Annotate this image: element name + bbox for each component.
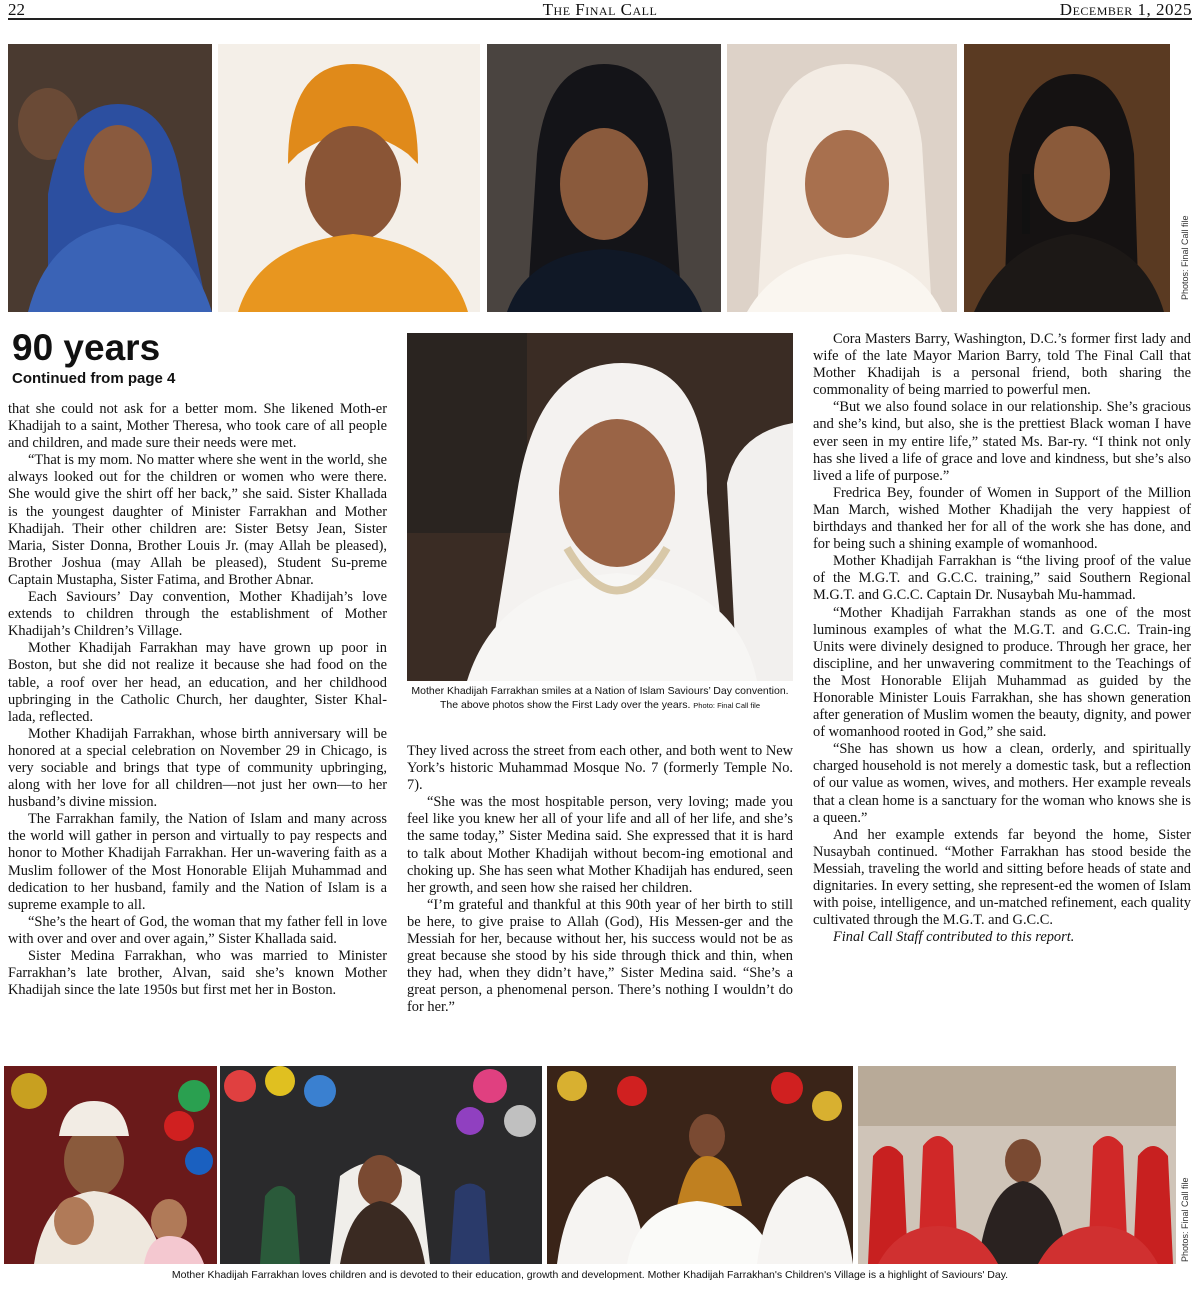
top-photo-2 — [218, 44, 480, 312]
page-number: 22 — [8, 0, 25, 19]
paragraph: “But we also found solace in our relationship. She’s gracious and she’s kind, but also, she is the prettiest Black woman I have ever seen in my entire life,” stated Ms. Bar-ry. “I think not only has she lived a life of grace and love and kindness, but she’s also lived a life of purpose.” — [813, 399, 1191, 484]
caption-text: Mother Khadijah Farrakhan smiles at a Nation of Islam Saviours’ Day convention. The above photos show the First Lady over the years. — [411, 685, 789, 711]
paragraph: Cora Masters Barry, Washington, D.C.’s former first lady and wife of the late Mayor Marion Barry, told The Final Call that Mother Khadijah is a personal friend, both sharing the commonality of being married to powerful men. — [813, 331, 1191, 399]
top-photo-3 — [487, 44, 721, 312]
top-photo-1 — [8, 44, 212, 312]
paragraph: And her example extends far beyond the home, Sister Nusaybah continued. “Mother Farrakhan has stood beside the Messiah, traveling the world and sitting before heads of state and dignitaries. In every setting, she represent-ed the women of Islam with poise, intelligence, and un-matched refinement, each quality cultivated through the M.G.T. and G.C.C. — [813, 826, 1191, 929]
bottom-photo-3 — [547, 1066, 853, 1264]
top-photo-5 — [964, 44, 1170, 312]
article-column-1 — [8, 401, 387, 999]
paragraph: that she could not ask for a better mom. She likened Moth-er Khadijah to a saint, Mother Theresa, who took care of all people and children, and made sure their needs were met. — [8, 401, 387, 452]
paragraph: Mother Khadijah Farrakhan is “the living proof of the value of the M.G.T. and G.C.C. training,” said Southern Regional M.G.T. and G.C.C. Captain Dr. Nusaybah Mu-hammad. — [813, 553, 1191, 604]
center-photo-caption — [407, 684, 793, 713]
paragraph: Each Saviours’ Day convention, Mother Khadijah’s love extends to children through the establishment of Mother Khadijah’s Children’s Village. — [8, 589, 387, 640]
paragraph: “She has shown us how a clean, orderly, and spiritually charged household is not merely a domestic task, but a reflection of our value as women, wives, and mothers. Her example reveals that a clean home is a sanctuary for the woman who knows she is a queen.” — [813, 741, 1191, 826]
bottom-photo-2 — [220, 1066, 542, 1264]
bottom-photos-caption: Mother Khadijah Farrakhan loves children and is devoted to their education, growth and development. Mother Khadijah Farrakhan's Children's Village is a highlight of Saviours' Day. — [171, 1269, 1009, 1281]
center-photo — [407, 333, 793, 681]
headline: 90 years — [12, 327, 161, 368]
issue-date: December 1, 2025 — [1059, 0, 1192, 19]
paragraph: “That is my mom. No matter where she went in the world, she always looked out for the children or women who were there. She would give the shirt off her back,” she said. Sister Khallada is the youngest daughter of Minister Farrakhan and Mother Khadijah. Their other children are: Sister Betsy Jean, Sister Maria, Sister Donna, Brother Louis Jr. (may Allah be pleased), Brother Joshua (may Allah be pleased), Student Su-preme Captain Mustapha, Sister Fatima, and Brother Abnar. — [8, 452, 387, 588]
article-column-2 — [407, 743, 793, 1017]
paragraph: “She was the most hospitable person, very loving; made you feel like you knew her all of your life and all of her life, and she’s the same today,” Sister Medina said. She expressed that it is hard to talk about Mother Khadijah without becom-ing emotional and choking up. She has seen what Mother Khadijah has endured, seen her growth, and seen how she raised her children. — [407, 794, 793, 896]
paragraph: Mother Khadijah Farrakhan may have grown up poor in Boston, but she did not realize it because she had food on the table, a roof over her head, an education, and her childhood upbringing in the Catholic Church, her daughter, Sister Khal-lada, reflected. — [8, 640, 387, 725]
paragraph: Fredrica Bey, founder of Women in Support of the Million Man March, wished Mother Khadijah the very happiest of birthdays and thanked her for all of the work she has done, and for being such a shining example of womanhood. — [813, 484, 1191, 553]
article-column-3 — [813, 331, 1191, 946]
top-photos-credit: Photos: Final Call file — [1180, 215, 1190, 300]
photo-credit: Photo: Final Call file — [693, 701, 760, 710]
paragraph: “Mother Khadijah Farrakhan stands as one of the most luminous examples of what the M.G.T. and G.C.C. Train-ing Units were divinely designed to produce. Through her grace, her discipline, and her unwavering commitment to the Teachings of the Most Honorable Elijah Muhammad as guided by the Honorable Minister Louis Farrakhan, she has shown generation after generation of Muslim women the beauty, dignity, and power of womanhood rooted in God,” she said. — [813, 604, 1191, 741]
paragraph: “I’m grateful and thankful at this 90th year of her birth to still be here, to give praise to Allah (God), His Messen-ger and the Messiah for her, because without her, his success would not be as great because she stood by his side through thick and thin, when they had, when they didn’t have,” Sister Medina said. “She’s a great person, a phenomenal person. There’s nothing I wouldn’t do for her.” — [407, 896, 793, 1016]
paragraph: The Farrakhan family, the Nation of Islam and many across the world will gather in person and virtually to pay respects and honor to Mother Khadijah Farrakhan. Her un-wavering faith as a Muslim follower of the Most Honorable Elijah Muhammad and dedication to her husband, family and the Nation of Islam is a supreme example to all. — [8, 811, 387, 913]
top-photo-4 — [727, 44, 957, 312]
bottom-photos-credit: Photos: Final Call file — [1180, 1177, 1190, 1262]
bottom-photo-4 — [858, 1066, 1176, 1264]
publication-name: The Final Call — [542, 0, 658, 19]
paragraph: Mother Khadijah Farrakhan, whose birth anniversary will be honored at a special celebration on November 29 in Chicago, is very sociable and brings that type of community upbringing, along with her love for all children—not just her own—to her husband’s divine mission. — [8, 725, 387, 811]
staff-note: Final Call Staff contributed to this report. — [833, 929, 1075, 946]
bottom-photo-1 — [4, 1066, 217, 1264]
paragraph: “She’s the heart of God, the woman that my father fell in love with over and over and over again,” Sister Khallada said. — [8, 913, 387, 947]
paragraph: Sister Medina Farrakhan, who was married to Minister Farrakhan’s late brother, Alvan, said she’s known Mother Khadijah since the late 1950s but first met her in Boston. — [8, 948, 387, 999]
continued-from: Continued from page 4 — [12, 370, 176, 387]
paragraph: They lived across the street from each other, and both went to New York’s historic Muhammad Mosque No. 7 (formerly Temple No. 7). — [407, 743, 793, 794]
page-header — [8, 0, 1192, 20]
